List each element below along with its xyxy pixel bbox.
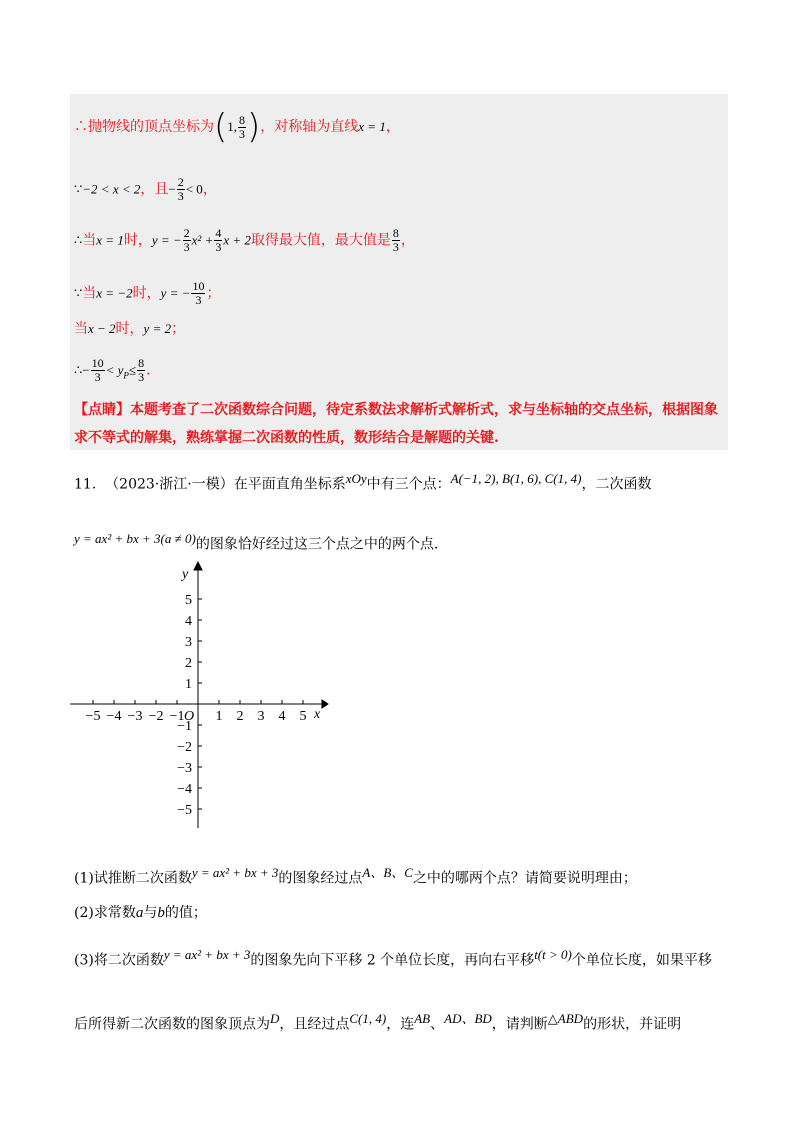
- x-arrow-icon: [322, 700, 328, 708]
- x-tick-label: 1: [215, 709, 223, 724]
- part-text: 的形状，并证明: [583, 1016, 682, 1033]
- frac-den: 3: [195, 293, 202, 307]
- frac-num: 8: [138, 356, 145, 370]
- xoy-label: xOy: [345, 471, 367, 486]
- x-tick-label: −4: [106, 709, 122, 724]
- question-line-1: [74, 470, 651, 494]
- x-tick-label: −1: [169, 709, 185, 724]
- solution-line-max: [74, 227, 415, 254]
- punct: ，: [385, 119, 400, 135]
- y-tick-label: 4: [185, 614, 192, 629]
- because-symbol: ∵: [74, 285, 83, 301]
- lt-zero: < 0: [185, 181, 203, 197]
- y-eq: y = −: [160, 285, 191, 301]
- origin-label: O: [184, 709, 195, 724]
- part-3: [74, 946, 712, 970]
- frac-num: 10: [91, 356, 104, 370]
- points-list: A(−1, 2), B(1, 6), C(1, 4): [450, 471, 582, 486]
- solution-line-x-2: [74, 320, 185, 338]
- frac-num: 2: [177, 175, 184, 189]
- question-text: 中有三个点：: [366, 476, 451, 493]
- part-3-continued: [74, 1010, 681, 1034]
- max-text: 取得最大值，最大值是: [250, 232, 391, 249]
- y-value: y = 2: [143, 321, 172, 336]
- x-plus-2: x + 2: [223, 232, 251, 248]
- part-text: ，连: [386, 1016, 415, 1033]
- x-value: x = 1: [96, 232, 124, 248]
- solution-line-range: [74, 176, 217, 203]
- part-text: (1)试推断二次函数: [74, 870, 192, 887]
- y-tick-label: −2: [177, 740, 192, 755]
- part-text: 的值；: [164, 905, 207, 921]
- point-c: C(1, 4): [349, 1011, 387, 1026]
- coordinate-grid: [70, 560, 340, 828]
- vertex-x: 1,: [227, 119, 238, 134]
- frac-den: 3: [215, 240, 222, 254]
- frac-num: 4: [215, 226, 222, 240]
- t-condition: t(t > 0): [534, 947, 572, 962]
- segments-ad-bd: AD、BD: [444, 1011, 492, 1026]
- x-tick-label: 5: [299, 709, 307, 724]
- punct: ，: [202, 181, 217, 198]
- function-expression: y = ax² + bx + 3: [163, 947, 251, 962]
- part-2: [74, 904, 207, 922]
- axis-equation: x = 1: [358, 119, 386, 134]
- punct: ；: [171, 321, 186, 337]
- x-axis-label: x: [314, 707, 321, 722]
- punct: ，: [400, 232, 415, 249]
- x-squared: x² +: [191, 232, 214, 248]
- question-number: 11.: [74, 476, 97, 493]
- question-text: ，二次函数: [581, 476, 652, 493]
- frac-num: 2: [183, 226, 190, 240]
- subscript-p: P: [123, 370, 129, 381]
- therefore-symbol: ∴: [74, 232, 83, 248]
- solution-line-vertex: ∴抛物线的顶点坐标为(1, $\frac{8}{3}$ )，对称轴为直线x = 1，: [74, 107, 400, 147]
- range-inequality: −2 < x < 2: [82, 181, 141, 197]
- x-tick-label: 2: [236, 709, 244, 724]
- when-text: 当: [82, 232, 97, 249]
- segment-ab: AB: [414, 1011, 431, 1026]
- axis-text: ，对称轴为直线: [260, 119, 359, 135]
- y-tick-label: 1: [185, 677, 192, 692]
- y-eq: y = −: [151, 232, 182, 248]
- x-tick-label: 3: [257, 709, 265, 724]
- because-symbol: ∵: [74, 181, 83, 197]
- part-text: 之中的哪两个点？请简要说明理由；: [412, 870, 637, 887]
- and-text: ，且: [140, 181, 169, 198]
- part-text: ，且经过点: [279, 1016, 350, 1033]
- frac-den: 3: [177, 189, 184, 203]
- lt-y: < y: [105, 362, 124, 378]
- triangle-abd: △ABD: [547, 1011, 584, 1026]
- solution-line-x-neg2: [74, 280, 220, 307]
- part-text: 与: [143, 905, 158, 921]
- when-text: 当: [82, 285, 97, 302]
- var-b: b: [157, 905, 165, 921]
- y-arrow-icon: [194, 562, 202, 570]
- le-symbol: ≤: [128, 362, 137, 378]
- frac-den: 3: [138, 370, 145, 384]
- function-expression: y = ax² + bx + 3: [191, 865, 279, 880]
- y-axis-label: y: [182, 567, 189, 582]
- part-text: 后所得新二次函数的图象顶点为: [74, 1016, 270, 1033]
- part-text: 的图象经过点: [278, 870, 363, 887]
- minus: −: [82, 362, 90, 378]
- points-abc: A、B、C: [362, 865, 413, 880]
- part-text: 的图象先向下平移 2 个单位长度，再向右平移: [250, 952, 535, 969]
- punct: ；: [206, 285, 221, 302]
- y-tick-label: −4: [177, 782, 192, 797]
- key-point-note: 【点睛】本题考查了二次函数综合问题，待定系数法求解析式解析式，求与坐标轴的交点坐标，根据图象求不等式的解集，熟练掌握二次函数的性质，数形结合是解题的关键.: [74, 402, 718, 446]
- y-tick-label: 5: [185, 593, 192, 608]
- frac-den: 3: [392, 240, 399, 254]
- x-tick-label: −3: [127, 709, 143, 724]
- part-text: (3)将二次函数: [74, 952, 164, 969]
- question-source: （2023·浙江·一模）在平面直角坐标系: [105, 476, 346, 493]
- x-tick-label: −5: [85, 709, 101, 724]
- punct: .: [146, 362, 151, 379]
- y-tick-label: 3: [185, 635, 192, 650]
- question-text: 的图象恰好经过这三个点之中的两个点.: [195, 536, 439, 553]
- x-value: x = −2: [96, 285, 133, 301]
- x-tick-label: 4: [278, 709, 286, 724]
- solution-line-conclusion: [74, 357, 151, 384]
- when-text: 当: [74, 321, 88, 337]
- vertex-y-den: 3: [239, 126, 246, 141]
- minus: −: [168, 181, 176, 197]
- part-1: [74, 864, 637, 888]
- frac-num: 8: [392, 226, 399, 240]
- vertex-text: ∴抛物线的顶点坐标为: [74, 119, 214, 135]
- y-tick-label: −3: [177, 761, 192, 776]
- shi-text: 时，: [123, 232, 152, 249]
- y-tick-label: −1: [177, 719, 192, 734]
- y-tick-label: 2: [185, 656, 192, 671]
- part-text: 、: [430, 1016, 445, 1033]
- shi-text: 时，: [115, 321, 144, 337]
- x-value: x − 2: [88, 321, 116, 336]
- part-text: (2)求常数: [74, 905, 136, 921]
- therefore-symbol: ∴: [74, 362, 83, 378]
- y-tick-label: −5: [177, 803, 192, 818]
- part-text: ，请判断: [491, 1016, 548, 1033]
- x-tick-label: −2: [148, 709, 164, 724]
- function-expression: y = ax² + bx + 3(a ≠ 0): [74, 531, 196, 546]
- point-d: D: [270, 1011, 280, 1026]
- shi-text: 时，: [132, 285, 161, 302]
- frac-den: 3: [183, 240, 190, 254]
- var-a: a: [135, 905, 144, 921]
- frac-num: 10: [192, 279, 205, 293]
- frac-den: 3: [94, 370, 101, 384]
- part-text: 个单位长度，如果平移: [571, 952, 712, 969]
- vertex-y-num: 8: [239, 112, 246, 127]
- question-line-2: [74, 530, 438, 554]
